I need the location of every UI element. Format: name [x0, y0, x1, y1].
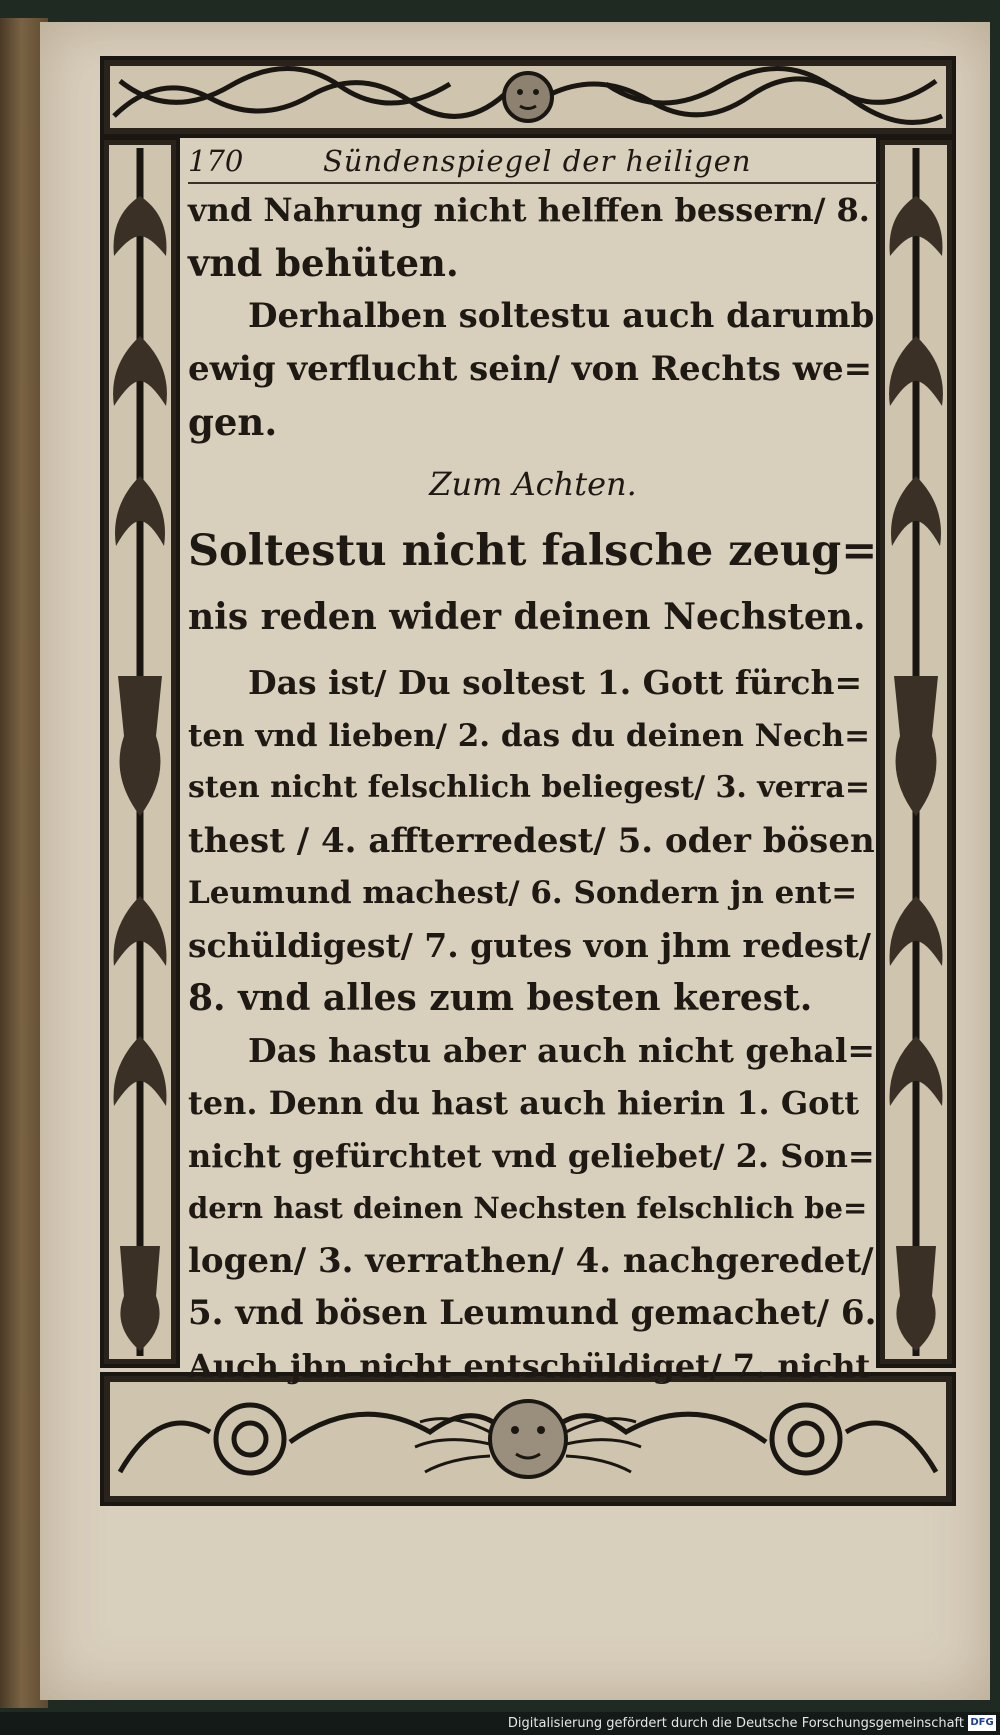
bottom-ornament-border [100, 1372, 956, 1506]
right-ornament-column [876, 136, 956, 1368]
commandment-heading [188, 521, 878, 647]
commandment-line: nis reden wider deinen Nechsten. [188, 596, 866, 638]
text-line: 5. vnd bösen Leumund gemachet/ 6. [188, 1293, 877, 1333]
text-line: Das ist/ Du soltest 1. Gott fürch= [248, 663, 863, 702]
text-line: ten. Denn du hast auch hierin 1. Gott [188, 1084, 860, 1122]
page-number: 170 [188, 144, 244, 178]
funding-credit: Digitalisierung gefördert durch die Deutsche Forschungsgemeinschaft [507, 1716, 964, 1731]
text-line: Leumund machest/ 6. Sondern jn ent= [188, 875, 858, 911]
paragraph-confession [188, 1025, 878, 1393]
paragraph-curse [188, 290, 878, 449]
text-line: vnd Nahrung nicht helffen bessern/ 8. [188, 191, 870, 229]
text-line: vnd behüten. [188, 241, 459, 285]
commandment-line: Soltestu nicht falsche zeug= [188, 526, 878, 576]
running-head [188, 140, 878, 184]
top-ornament-border [100, 56, 956, 138]
section-heading: Zum Achten. [429, 465, 637, 503]
text-line: 8. vnd alles zum besten kerest. [188, 977, 813, 1019]
paragraph-explanation [188, 657, 878, 1025]
text-line: schüldigest/ 7. gutes von jhm redest/ [188, 925, 871, 965]
text-line: sten nicht felschlich beliegest/ 3. verra= [188, 770, 870, 805]
text-line: dern hast deinen Nechsten felschlich be= [188, 1191, 868, 1225]
text-line: thest / 4. affterredest/ 5. oder bösen [188, 820, 875, 861]
text-line: logen/ 3. verrathen/ 4. nachgeredet/ [188, 1240, 874, 1281]
text-line: Derhalben soltestu auch darumb [248, 296, 875, 336]
text-line: Das hastu aber auch nicht gehal= [248, 1030, 875, 1070]
text-line: Auch jhn nicht entschüldiget/ 7. nicht [188, 1346, 871, 1385]
paragraph-continuation [188, 184, 878, 290]
text-line: ewig verflucht sein/ von Rechts we= [188, 349, 873, 389]
text-line: ten vnd lieben/ 2. das du deinen Nech= [188, 717, 871, 754]
page-text-block [188, 140, 878, 1392]
running-title: Sündenspiegel der heiligen [323, 144, 752, 178]
text-line: nicht gefürchtet vnd geliebet/ 2. Son= [188, 1136, 875, 1175]
text-line: gen. [188, 400, 278, 444]
dfg-logo: DFG [968, 1715, 996, 1731]
left-ornament-column [100, 136, 180, 1368]
